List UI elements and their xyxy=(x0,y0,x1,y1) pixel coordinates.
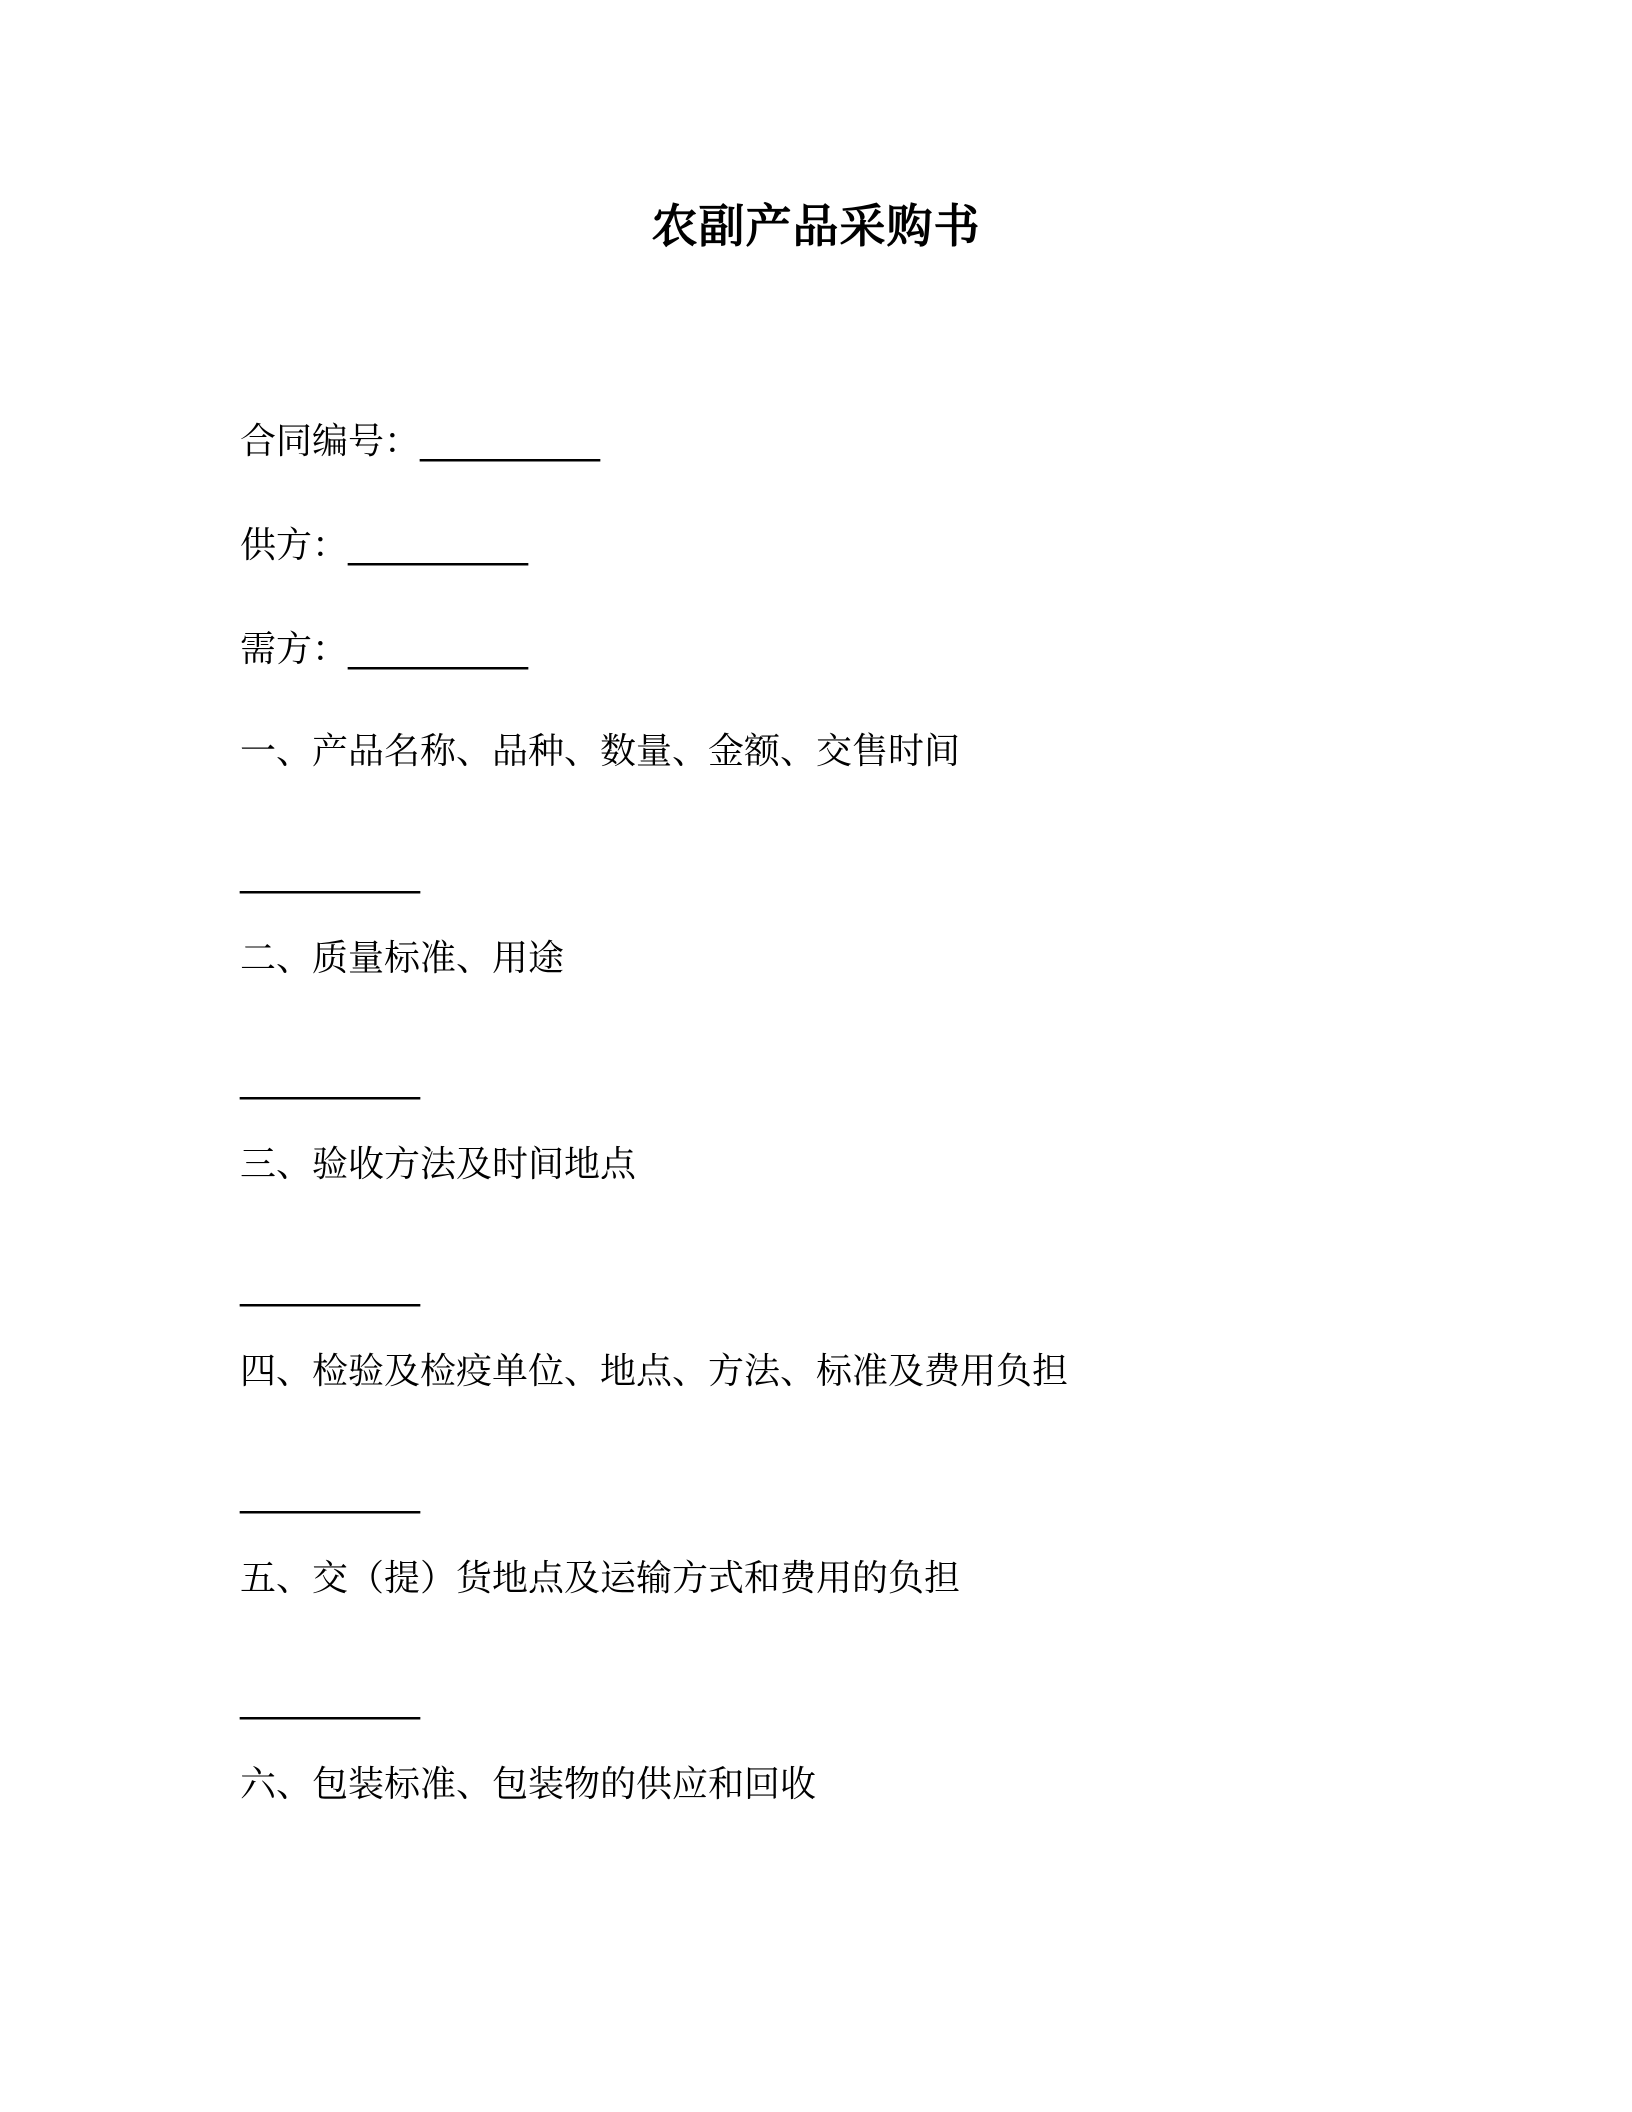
section-heading: 二、质量标准、用途 xyxy=(240,938,565,979)
supplier-blank: __________ xyxy=(348,525,529,566)
document-title: 农副产品采购书 xyxy=(651,199,981,253)
section-heading: 四、检验及检疫单位、地点、方法、标准及费用负担 xyxy=(240,1351,1069,1392)
section-heading: 三、验收方法及时间地点 xyxy=(240,1144,637,1185)
section-heading: 一、产品名称、品种、数量、金额、交售时间 xyxy=(240,731,961,772)
buyer-line xyxy=(240,626,528,674)
section-heading: 五、交（提）货地点及运输方式和费用的负担 xyxy=(240,1558,961,1599)
buyer-blank: __________ xyxy=(348,629,529,670)
buyer-label: 需方： xyxy=(240,629,349,670)
section-blank: __________ xyxy=(240,1266,420,1307)
section-blank: __________ xyxy=(240,1473,420,1514)
contract-number-blank: __________ xyxy=(420,421,601,462)
section-blank: __________ xyxy=(240,1059,420,1100)
supplier-line xyxy=(240,522,528,570)
section-heading: 六、包装标准、包装物的供应和回收 xyxy=(240,1764,817,1805)
contract-number-label: 合同编号： xyxy=(240,421,421,462)
section-blank: __________ xyxy=(240,853,420,894)
supplier-label: 供方： xyxy=(240,525,349,566)
contract-number-line xyxy=(240,418,600,466)
section-blank: __________ xyxy=(240,1679,420,1720)
